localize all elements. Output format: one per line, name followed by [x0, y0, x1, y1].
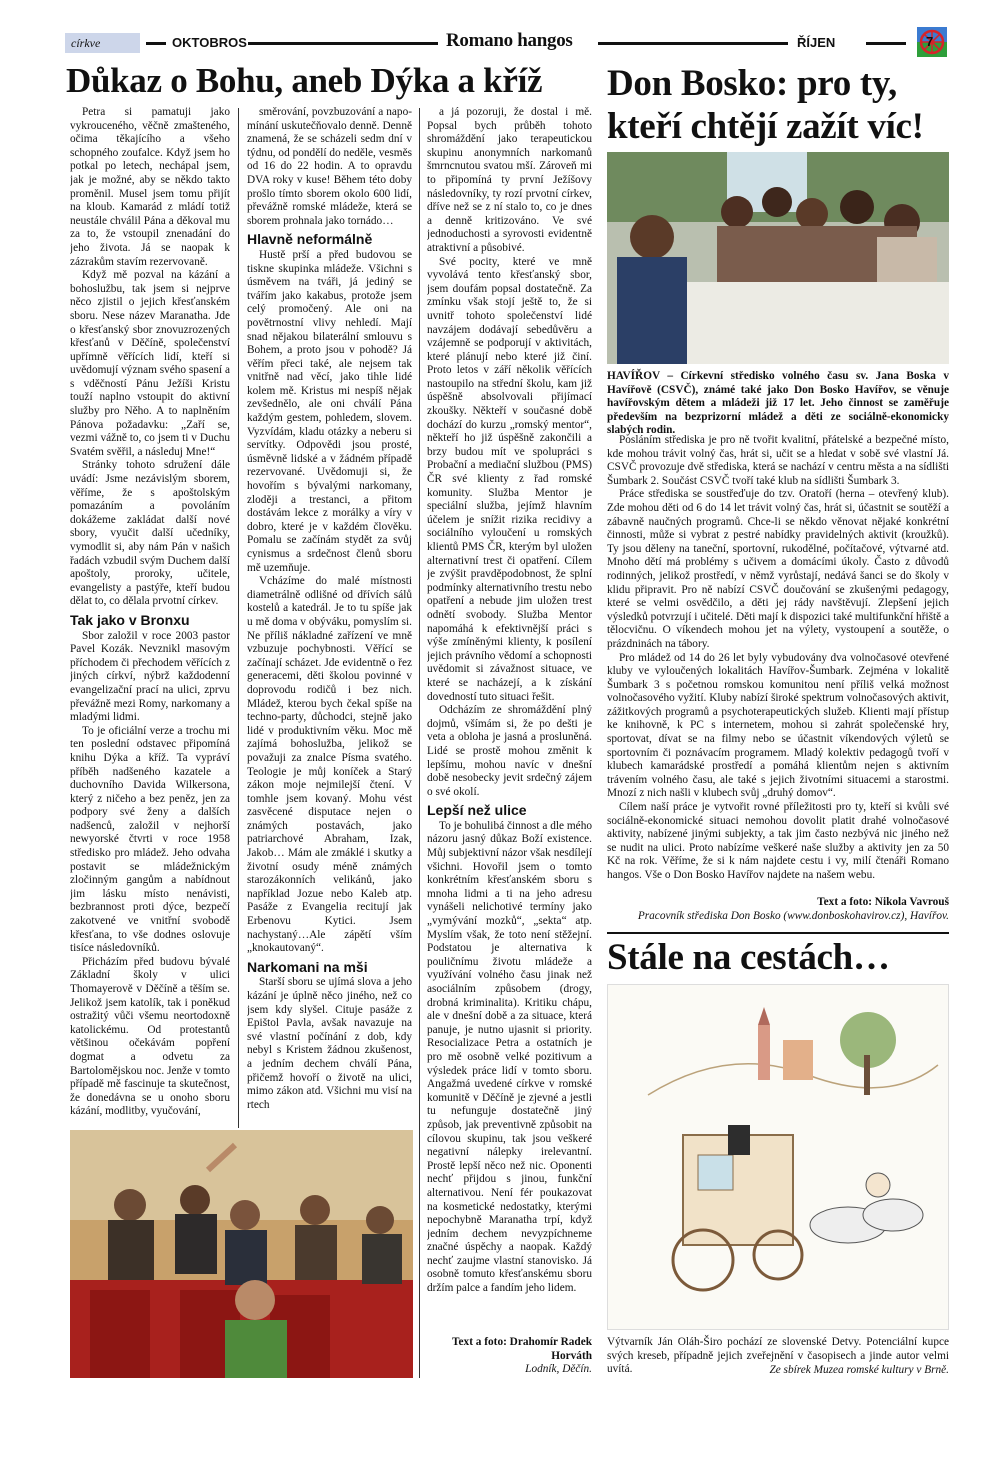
paragraph: Sbor založil v roce 2003 pastor Pavel Kozák. Nevznikl masovým příchodem či přechodem věřících z jiných církví, nýbrž každodenní evangelizační prací na ulici, zprvu převážně mezi Romy, narkomany a mladými lidmi.: [70, 629, 230, 724]
month-left: OKTOBROS: [172, 35, 247, 50]
paragraph: Práce střediska se soustřeďuje do tzv. Oratoří (herna – otevřený klub). Zde mohou děti od 6 do 14 let trávit volný čas, hrát si, účastnit se soutěží a zábavně naučných programů. Chce-li se někdo věnovat nějaké konkrétní činnosti, může si vybrat z pestré nabídky pravidelných aktivit (kroužků). Ty jsou děleny na taneční, sportovní, rukodělné, počítačové, výtvarné atd. Mnoho dětí má problémy s učivem a domácími úkoly. Často z důvodů rodinných, jelikož prostředí, v němž vyrůstají, nedává šanci se do školy v klidu připravit. Pro ně nabízí CSVČ doučování se zkušenými pedagogy, které se velmi osvědčilo, a děti jej rády navštěvují. Zlepšení jejich výsledků potvrzují i učitelé. Děti mají k dispozici také multifunkční hřiště a tělocvičnu. O víkendech mohou jet na výlety, vystoupení a soutěže, o prázdninách na tábory.: [607, 488, 949, 650]
paragraph: Hustě prší a před budovou se tiskne skupinka mládeže. Všichni s úsměvem na tváři, já jediný se tvářím jako kakabus, protože jsem celý promočený. Ale oni na povětrnostní vlivy nehledí. Mají snad nějakou bilaterální smlouvu s Bohem, a proto jsou v pohodě? Já věřím přeci také, ale nejsem tak vnitřně nad věcí, jako tihle lidé kolem mě. Kristus mi nespíš nějak zevšednělo, ale oni chválí Pána každým gestem, pohledem, slovem. Vyzvídám, kladu otázky a neberu si servítky. Odpovědi jsou prosté, úsměvně lidské a v žádném případě rezervované. Uvědomuji si, že hovořím s bývalými narkomany, zloději a trestanci, a přitom dostávám lekce z morálky a víry v dobro, které je v každém člověku. Pomalu se začínám stydět za svůj cynismus a srdečnost členů sboru mě uzemňuje.: [247, 248, 412, 574]
paragraph: Starší sboru se ujímá slova a jeho kázání je úplně něco jiného, než co jsem kdy slyšel. Cituje pasáže z Epištol Pavla, avšak navazuje na své vlastní počínání z dob, kdy nebyl s Kristem žádnou zkušenost, a jedním dechem chválí Pána, přičemž hovoří o životě na ulici, mimo zákon atd. Všichni mu visí na rtech: [247, 976, 412, 1111]
subheading: Hlavně neformálně: [247, 231, 373, 248]
paragraph: Přicházím před budovu bývalé Základní školy v ulici Thomayerově v Děčíně a těším se. Jelikož jsem katolík, tak i poněkud ostražitý vůči všemu neortodoxně katolickému. Od protestantů většinou očekávám popření dogmat a odvetu za Bartolomějskou noc. Jenže v tomto případě mě fascinuje ta skutečnost, že donedávna se u onoho sboru kázání, modlitby, vyučování,: [70, 955, 230, 1118]
drawing-caption: Výtvarník Ján Oláh-Širo pochází ze slovenské Detvy. Potenciální kupce svých kreseb, případně jejich zveřejnění v časopisech a jinde autor velmi uvítá.: [607, 1336, 949, 1376]
paragraph: Cílem naší práce je vytvořit rovné příležitosti pro ty, kteří si kvůli své sociálně-ekonomické situaci nemohou dovolit platit drahé volnočasové aktivity, nabízené jinými subjekty, a tak jim často nezbývá nic jiného než se nudit na ulici. Proto nabízíme veškeré naše služby a aktivity jen za 50 Kč na rok. Věříme, že si k nám najdete cestu i vy, milí čtenáři Romano hangos. Vše o Don Bosko Havířov najdete na našem webu.: [607, 801, 949, 881]
paragraph: To je oficiální verze a trochu mi ten poslední odstavec připomíná knihu Dýka a kříž. Ta vypráví příběh nadšeného kazatele a duchovního Davida Wilkersona, který z ničeho a bez peněz, jen za podpory své ženy a dalších nadšenců, založil v nejhorší newyorské čtvrti v roce 1958 středisko pro mládež. Jeho odvaha postavit se mládežnickým zločinným gangům a nabídnout jim lásku místo nenávisti, bezbrannost proti dýce, bezpečí zakotvené ve vnitřní svobodě křesťana, to vše dodnes oslovuje tisíce následovníků.: [70, 724, 230, 955]
paragraph: To je bohulibá činnost a dle mého názoru jasný důkaz Boží existence. Můj subjektivní názor však nesdílejí všichni. Hovořil jsem o tomto konkrétním křesťanském sboru s mnoha lidmi a ti na jeho adresu vynášeli nelichotivé termíny jako „vymývání mozků“, „sekta“ atp. Myslím však, že toto není stěžejní. Podstatou je alternativa k pouličnímu životu mládeže a využívání volného času jinak než asociálním způsobem (drogy, drobná kriminalita). Kritiku chápu, ale v dnešní době a za situace, která panuje, je nutno ujasnit si priority. Resocializace Petra a ostatních je pro mě osobně velké pozitivum a výsledek práce lidí v tomto sboru. Angažmá uvedené církve v romské komunitě v Děčíně je zjevné a jestli tu nefunguje dostatečně jiný způsob, jak preventivně způsobit na cílovou skupinu, tak jsou veškeré negativní nálepky irelevantní. Prostě lepší něco než nic. Oponenti nechť přijdou s jinou, funkční alternativou. Není fér poukazovat na kosmetické nedostatky, kterými nepochybně Maranatha trpí, když jedním dechem nevyzpíchneme značné úspěchy a naopak. Každý nechť zaujme vlastní stanovisko. Já osobně tomuto křesťanskému sboru držím palce a fandím jeho lidem.: [427, 819, 592, 1295]
subheading: Lepší než ulice: [427, 802, 527, 819]
paragraph: Své pocity, které ve mně vyvolává tento křesťanský sbor, jsem doufám popsal dostatečně. Za zmínku však stojí ještě to, že si uvnitř tohoto společenství lidé navzájem dodávají sebedůvěru a vzájemně se podporují v aktivitách, které plánují nebo které již činí. Proto letos v září několik věřících nastoupilo na střední školu, kam již úspěšně absolvovali přijímací zkoušky. Někteří v současné době dochází do kurzu „romský mentor“, někteří ho již úspěšně zakončili a brzy budou mít ve spolupráci s Probační a mediační službou (PMS) ČR své klienty z řad romské komunity. Služba Mentor je speciální služba, jejímž hlavním účelem je snížit rizika recidivy a sociálního vyloučení u romských klientů PMS ČR, kterým byl uložen alternativní trest či opatření. Cílem je zvýšit pravděpodobnost, že splní podmínky alternativního trestu nebo opatření a nebude jim uložen trest odnětí svobody. Služba Mentor napomáhá k efektivnější práci s výše zmíněnými klienty, k posílení jejich právního vědomí a schopnosti uvědomit si závažnost situace, ve které se nacházejí, a k získání dovedností tuto situaci řešit.: [427, 255, 592, 703]
subheading: Narkomani na mši: [247, 958, 368, 975]
congregation-photo: [70, 1130, 413, 1378]
masthead-logo: Romano hangos: [446, 30, 573, 51]
article-signature: [607, 896, 949, 923]
article-column-2: [247, 106, 412, 1126]
page-number: 7: [926, 34, 934, 49]
month-right: ŘÍJEN: [797, 35, 836, 50]
article-body: [607, 434, 949, 896]
column-divider: [419, 108, 420, 1378]
paragraph: směrování, povzbuzování a napomínání uskutečňovalo denně. Denně znamená, že se scházeli sedm dní v týdnu, od pondělí do neděle, vesměs od 16 do 22 hodin. A to opravdu DVA roky v kuse! Během této doby prošlo tímto sborem okolo 600 lidí, převážně romské mládeže, která se sborem prohnala jako tornádo…: [247, 106, 412, 227]
paragraph: Stránky tohoto sdružení dále uvádí: Jsme nezávislým sborem, věříme, že s apoštolským pomazáním a povoláním dokážeme zakládat další nové sbory, vyučit další učedníky, vymodlit si, aby nám Pán v našich řadách vzbudil svým Duchem další apoštoly, proroky, učitele, evangelisty a pastýře, kteří budou dělat to, co dělala prvotní církev.: [70, 459, 230, 608]
article-headline: Don Bosko: pro ty, kteří chtějí zažít víc!: [607, 63, 924, 147]
signature-place: Lodník, Děčín.: [525, 1363, 592, 1376]
signature-author: Text a foto: Nikola Vavrouš: [817, 896, 949, 908]
don-bosko-photo: [607, 152, 949, 364]
article-headline: Důkaz o Bohu, aneb Dýka a kříž: [66, 61, 543, 100]
drawing-illustration: [607, 984, 949, 1330]
section-rule: [607, 932, 949, 934]
drawing-source: Ze sbírek Muzea romské kultury v Brně.: [769, 1364, 949, 1376]
article-column-3: [427, 106, 592, 1334]
header-rule: [248, 42, 438, 45]
paragraph: Pro mládež od 14 do 26 let byly vybudovány dva volnočasové otevřené kluby ve vyloučených lokalitách Havířov-Šumbark. Zejména v lokalitě Šumbark 3 s početnou romskou komunitou není příliš velká možnost volnočasového vyžití. Kluby nabízí široké spektrum volnočasových aktivit, zážitkových programů a psychoterapeutických služeb. Klienti mají přístup ke knihovně, k PC s internetem, mohou si zahrát společenské hry, sportovat, dívat se na filmy nebo se účastnit víkendových výletů se sportovním či poznávacím programem. Mladý kolektiv pedagogů tvoří v klubech kamarádské prostředí a pomáhá klientům nejen s aktivním trávením volného času, ale také s jejich životními situacemi a starostmi. Mnozí z nich našli v klubech svůj „druhý domov“.: [607, 651, 949, 800]
subheading: Tak jako v Bronxu: [70, 611, 190, 628]
signature-author: Text a foto: Drahomír Radek Horváth: [452, 1336, 592, 1362]
article-column-1: [70, 106, 230, 1126]
header-rule: [146, 42, 166, 45]
column-divider: [238, 108, 239, 1128]
article-headline: Stále na cestách…: [607, 937, 890, 978]
signature-place: Pracovník střediska Don Bosko (www.donboskohavirov.cz), Havířov.: [637, 909, 949, 922]
section-label: církve: [65, 33, 140, 53]
paragraph: Vcházíme do malé místnosti diametrálně odlišné od dřívích sálů kostelů a katedrál. Je to tu spíše jak u mě doma v obýváku, pomyslím si. Ne příliš nákladné zařízení ve mně vzbuzuje pochybnosti. Věřící se začínají scházet. Jde evidentně o řez generacemi, děti školou povinné v doprovodu rodičů i bez nich. Mládež, kterou bych čekal spíše na techno-party, důchodci, stejně jako lidé v produktivním věku. Moc mě zajímá bohoslužba, jelikož se považuji za znalce Písma svatého. Teologie je můj koníček a Starý zákon moje nejmilejší čtení. V tomhle jsem kovaný. Mohu vést zasvěcené disputace nejen o známých postavách, jako patriarchové Abraham, Izak, Jakob… Mám ale zmáklé i skutky a životní osudy méně známých starozákonních velikánů, jako například Jozue nebo Kaleb atp. Pasáže z Evangelia recitují jak Erbenovu Kytici. Jsem nachystaný…Ale zápětí vším „knokautovaný“.: [247, 575, 412, 955]
article-lead: HAVÍŘOV – Církevní středisko volného času sv. Jana Boska v Havířově (CSVČ), známé také jako Don Bosko Havířov, se věnuje havířovským dětem a mládeži již 17 let. Jeho činnost se zaměřuje především na bezprizorní mládež a děti ze sociálně-ekonomicky slabých rodin.: [607, 370, 949, 437]
paragraph: Posláním střediska je pro ně tvořit kvalitní, přátelské a bezpečné místo, kde mohou trávit volný čas, hrát si, učit se a hledat v sobě své vlastní Já. CSVČ provozuje dvě střediska, která se nachází v centru města a na sídlišti Šumbark 2. Součást CSVČ tvoří také klub na sídlišti Šumbark 3.: [607, 434, 949, 487]
header-rule: [598, 42, 788, 45]
paragraph: a já pozoruji, že dostal i mě. Popsal bych průběh tohoto shromáždění jako terapeutickou skupinu anonymních narkomanů šmrncnutou svatou mší. Zároveň mi to připomíná ty první Ježíšovy následovníky, ty rozí prvotní církev, dříve než se z ní stalo to, co je dnes a denně kritizováno. Ve své jednoduchosti a syrovosti evidentně atraktivní a působivé.: [427, 106, 592, 254]
paragraph: Odcházím ze shromáždění plný dojmů, všímám si, že po dešti je veta a obloha je jasná a prosluněná. Lidé se prostě mohou změnit k lepšímu, mohou navíc v dnešní době nesobecky jevit srdečný zájem o své okolí.: [427, 704, 592, 798]
paragraph: Když mě pozval na kázání a bohoslužbu, tak jsem si nejprve něco zjistil o jejich křesťanském sboru. Nese název Maranatha. Jde o křesťanský sbor znovuzrozených křesťanů v Děčíně, společenství upřímně věřících lidí, kteří si uvědomují význam svého spasení a s vděčností Pánu Ježíši Kristu touží naplno vstoupit do aktivní služby pro Něho. A to naplněním Pánova požadavku: „Zaří se, vezmi vážně to, co jsem ti v Duchu Svatém svěřil, a následuj Mne!“: [70, 269, 230, 458]
paragraph: Petra si pamatuji jako vykrouceného, věčně zmašteného, očima těkajícího a všeho schopného zoufalce. Když jsem ho potkal po letech, nechápal jsem, jak je možné, aby se někdo takto proměnil. Musel jsem tomu přijít na kloub. Kamarád z mládí totiž neustále chválil Pána a děkoval mu za to, že vstoupil znenadání do jeho života. Já se naopak k zázrakům stavím rezervovaně.: [70, 106, 230, 268]
article-signature: [427, 1336, 592, 1377]
header-rule: [866, 42, 906, 45]
